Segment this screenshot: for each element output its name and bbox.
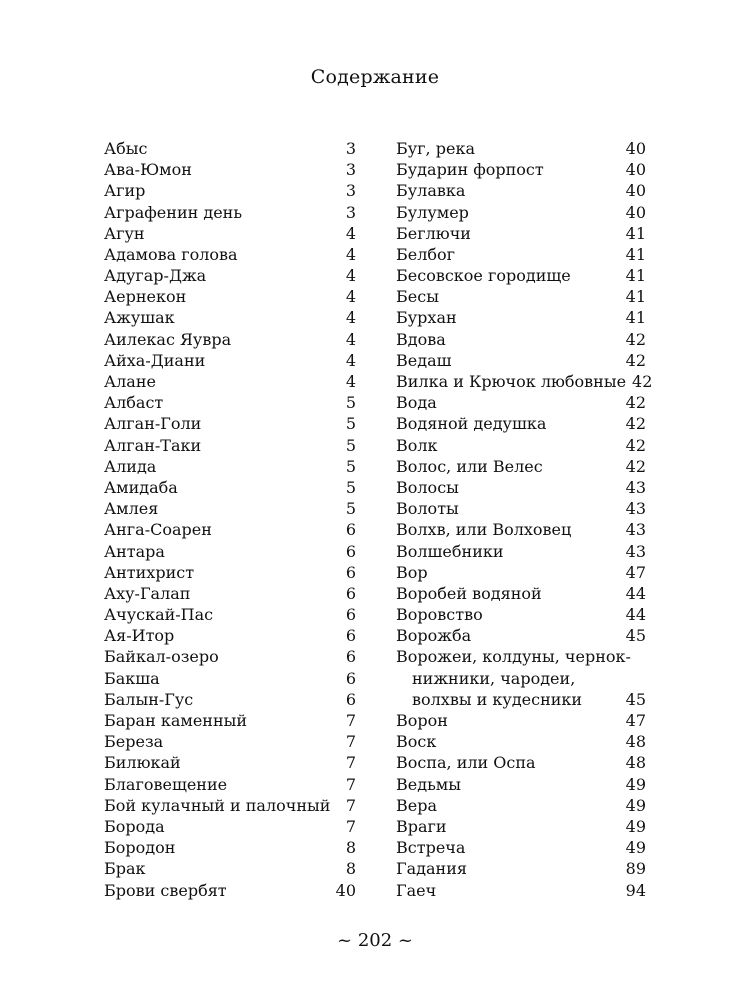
toc-entry-page: 7 [345, 795, 356, 815]
toc-entry [396, 795, 646, 816]
toc-entry [104, 625, 356, 646]
toc-entry-page: 6 [345, 562, 356, 582]
toc-entry [104, 668, 356, 689]
toc-entry-title: Агун [104, 223, 145, 243]
toc-entry-page: 6 [345, 541, 356, 561]
toc-entry [396, 731, 646, 752]
toc-entry-title: Брови свербят [104, 880, 227, 900]
toc-entry-page: 7 [345, 711, 356, 731]
toc-entry-page: 4 [345, 308, 356, 328]
toc-entry [104, 392, 356, 413]
toc-entry [396, 625, 646, 646]
toc-entry-page: 5 [345, 393, 356, 413]
toc-entry-title: Антара [104, 541, 165, 561]
toc-entry [396, 816, 646, 837]
toc-entry-page: 4 [345, 244, 356, 264]
toc-entry-page: 49 [625, 816, 646, 836]
toc-entry-title: Белбог [396, 244, 456, 264]
toc-entry-title: Бударин форпост [396, 160, 544, 180]
toc-entry-page: 42 [625, 329, 646, 349]
toc-entry-title: Булумер [396, 202, 469, 222]
toc-entry [396, 562, 646, 583]
toc-entry-title: Аграфенин день [104, 202, 243, 222]
toc-entry-page: 47 [625, 562, 646, 582]
toc-entry [396, 392, 646, 413]
toc-entry-page: 45 [625, 626, 646, 646]
toc-entry [396, 837, 646, 858]
toc-entry [104, 180, 356, 201]
toc-entry [396, 371, 653, 392]
toc-entry [104, 138, 356, 159]
toc-entry [104, 286, 356, 307]
toc-entry-title: Адугар-Джа [104, 266, 207, 286]
toc-entry-page: 4 [345, 223, 356, 243]
toc-entry [104, 583, 356, 604]
toc-entry-title: Ведаш [396, 350, 452, 370]
toc-entry [396, 202, 646, 223]
toc-entry-page: 89 [625, 859, 646, 879]
toc-entry-title: Балын-Гус [104, 689, 194, 709]
toc-entry [396, 880, 646, 901]
toc-entry [396, 498, 646, 519]
toc-entry-title: Беглючи [396, 223, 471, 243]
toc-entry-title: Ворон [396, 711, 448, 731]
toc-entry [396, 668, 646, 689]
toc-entry-page: 43 [625, 477, 646, 497]
toc-entry-title: Бесы [396, 287, 439, 307]
toc-entry [104, 837, 356, 858]
toc-entry-title: Ава-Юмон [104, 160, 192, 180]
toc-entry-page: 4 [345, 329, 356, 349]
toc-entry [104, 498, 356, 519]
toc-entry-title: Вода [396, 393, 437, 413]
toc-entry-title: Волос, или Велес [396, 456, 543, 476]
toc-entry [396, 689, 646, 710]
toc-entry-page: 41 [625, 244, 646, 264]
toc-entry-title: Встреча [396, 838, 466, 858]
toc-entry [104, 858, 356, 879]
toc-entry [396, 647, 646, 668]
toc-entry-page: 41 [625, 223, 646, 243]
toc-entry-page: 5 [345, 414, 356, 434]
toc-entry-page: 6 [345, 520, 356, 540]
page-number: ~ 202 ~ [337, 930, 413, 951]
toc-entry [396, 308, 646, 329]
toc-entry [104, 689, 356, 710]
toc-entry [104, 477, 356, 498]
toc-entry-title: Волк [396, 435, 438, 455]
toc-entry [396, 265, 646, 286]
toc-entry-page: 40 [625, 160, 646, 180]
toc-entry [396, 752, 646, 773]
toc-entry-page: 5 [345, 477, 356, 497]
toc-entry-title: Бурхан [396, 308, 457, 328]
toc-entry-page: 6 [345, 583, 356, 603]
toc-entry [396, 435, 646, 456]
toc-entry-page: 44 [625, 583, 646, 603]
toc-entry-page: 43 [625, 499, 646, 519]
toc-entry-page: 49 [625, 838, 646, 858]
toc-entry-title: Аернекон [104, 287, 187, 307]
toc-entry-page: 43 [625, 541, 646, 561]
toc-entry-page: 42 [625, 414, 646, 434]
toc-entry [104, 435, 356, 456]
toc-entry-page: 7 [345, 816, 356, 836]
toc-entry [396, 180, 646, 201]
toc-entry [104, 519, 356, 540]
toc-entry-page: 7 [345, 753, 356, 773]
toc-entry-title: Буг, река [396, 138, 475, 158]
toc-entry-page: 5 [345, 456, 356, 476]
toc-entry-title: Айха-Диани [104, 350, 206, 370]
contents-column-left [104, 138, 356, 901]
toc-entry-title: Вилка и Крючок любовные [396, 372, 627, 392]
toc-entry [396, 583, 646, 604]
toc-entry-title: Волхв, или Волховец [396, 520, 572, 540]
toc-entry-title: Агир [104, 181, 146, 201]
toc-entry-page: 3 [345, 160, 356, 180]
toc-entry-title: Бакша [104, 668, 160, 688]
toc-entry [104, 202, 356, 223]
toc-entry-title: Воробей водяной [396, 583, 542, 603]
toc-entry-title: Амидаба [104, 477, 178, 497]
toc-entry [396, 456, 646, 477]
toc-entry-page: 42 [632, 372, 653, 392]
toc-entry [104, 456, 356, 477]
toc-entry [104, 159, 356, 180]
toc-entry-page: 4 [345, 266, 356, 286]
page-title: Содержание [310, 66, 440, 88]
toc-entry-page: 41 [625, 308, 646, 328]
toc-entry [104, 350, 356, 371]
toc-entry [104, 329, 356, 350]
toc-entry [396, 774, 646, 795]
toc-entry-page: 3 [345, 202, 356, 222]
toc-entry-title: Волосы [396, 477, 459, 497]
toc-entry [104, 731, 356, 752]
toc-entry-page: 6 [345, 605, 356, 625]
toc-entry [104, 223, 356, 244]
toc-entry-title: Брак [104, 859, 146, 879]
toc-entry-page: 49 [625, 774, 646, 794]
toc-entry-title: Враги [396, 816, 447, 836]
toc-entry [104, 774, 356, 795]
toc-entry-page: 40 [335, 880, 356, 900]
toc-entry-page: 8 [345, 859, 356, 879]
toc-entry-page: 4 [345, 372, 356, 392]
toc-entry-title: волхвы и кудесники [412, 689, 583, 709]
toc-entry-page: 40 [625, 138, 646, 158]
toc-entry-title: Амлея [104, 499, 159, 519]
toc-entry-title: Антихрист [104, 562, 195, 582]
toc-entry-page: 42 [625, 456, 646, 476]
toc-entry [104, 795, 356, 816]
toc-entry-page: 42 [625, 435, 646, 455]
toc-entry-title: Волоты [396, 499, 459, 519]
toc-entry-title: Бой кулачный и палочный [104, 795, 331, 815]
toc-entry-title: Бесовское городище [396, 266, 571, 286]
toc-entry-title: Байкал-озеро [104, 647, 219, 667]
toc-entry-title: Булавка [396, 181, 466, 201]
toc-entry-title: Воск [396, 732, 437, 752]
toc-entry-title: Гаеч [396, 880, 437, 900]
toc-entry-title: Воровство [396, 605, 483, 625]
toc-entry-title: нижники, чародеи, [412, 668, 576, 688]
toc-entry-title: Вера [396, 795, 438, 815]
toc-entry-page: 6 [345, 626, 356, 646]
toc-entry-page: 42 [625, 350, 646, 370]
toc-entry-page: 3 [345, 181, 356, 201]
toc-entry-title: Вор [396, 562, 428, 582]
toc-entry-title: Анга-Соарен [104, 520, 212, 540]
toc-entry-title: Ая-Итор [104, 626, 175, 646]
toc-entry [396, 477, 646, 498]
toc-entry [396, 286, 646, 307]
toc-entry-page: 6 [345, 689, 356, 709]
toc-entry [104, 562, 356, 583]
toc-entry-title: Борода [104, 816, 165, 836]
toc-entry-page: 6 [345, 668, 356, 688]
toc-entry [396, 350, 646, 371]
toc-entry [396, 541, 646, 562]
toc-entry-page: 49 [625, 795, 646, 815]
toc-entry-page: 7 [345, 774, 356, 794]
toc-entry-title: Водяной дедушка [396, 414, 547, 434]
toc-entry [104, 816, 356, 837]
toc-entry [104, 541, 356, 562]
toc-entry [396, 858, 646, 879]
toc-entry-page: 5 [345, 499, 356, 519]
toc-entry [104, 413, 356, 434]
toc-entry [104, 244, 356, 265]
toc-entry-page: 41 [625, 287, 646, 307]
toc-entry [396, 223, 646, 244]
toc-entry-title: Абыс [104, 138, 148, 158]
toc-entry [104, 752, 356, 773]
toc-entry [396, 413, 646, 434]
toc-entry [396, 138, 646, 159]
toc-entry [396, 329, 646, 350]
toc-entry [396, 710, 646, 731]
toc-entry-page: 8 [345, 838, 356, 858]
toc-entry-page: 4 [345, 350, 356, 370]
toc-entry [104, 371, 356, 392]
toc-entry-page: 48 [625, 753, 646, 773]
toc-entry-title: Алган-Таки [104, 435, 202, 455]
contents-column-right [396, 138, 653, 901]
toc-entry-title: Ворожба [396, 626, 472, 646]
toc-entry-title: Адамова голова [104, 244, 238, 264]
toc-entry [396, 159, 646, 180]
toc-entry [396, 604, 646, 625]
toc-entry-page: 44 [625, 605, 646, 625]
toc-entry [104, 710, 356, 731]
toc-entry-title: Благовещение [104, 774, 228, 794]
toc-entry-title: Воспа, или Оспа [396, 753, 536, 773]
toc-entry-page: 45 [625, 689, 646, 709]
toc-entry-title: Алане [104, 372, 156, 392]
toc-entry-title: Волшебники [396, 541, 504, 561]
toc-entry-page: 7 [345, 732, 356, 752]
toc-entry-title: Вдова [396, 329, 446, 349]
toc-entry-title: Ачускай-Пас [104, 605, 214, 625]
toc-entry-page: 94 [625, 880, 646, 900]
toc-entry-page: 41 [625, 266, 646, 286]
toc-entry [104, 880, 356, 901]
toc-entry-page: 42 [625, 393, 646, 413]
toc-entry [396, 244, 646, 265]
toc-entry [104, 604, 356, 625]
toc-entry-title: Алган-Голи [104, 414, 202, 434]
toc-entry-page: 40 [625, 181, 646, 201]
toc-entry-title: Аху-Галап [104, 583, 191, 603]
toc-entry-page: 4 [345, 287, 356, 307]
toc-entry-page: 40 [625, 202, 646, 222]
toc-entry-page: 5 [345, 435, 356, 455]
toc-entry [104, 308, 356, 329]
toc-entry-title: Аилекас Яувра [104, 329, 232, 349]
toc-entry [104, 265, 356, 286]
toc-entry-page: 6 [345, 647, 356, 667]
toc-entry-title: Ажушак [104, 308, 175, 328]
toc-entry-title: Ведьмы [396, 774, 461, 794]
toc-entry [396, 519, 646, 540]
toc-entry-title: Ворожеи, колдуны, чернок- [396, 647, 631, 667]
toc-entry-title: Билюкай [104, 753, 181, 773]
toc-entry-title: Алида [104, 456, 157, 476]
toc-entry-page: 43 [625, 520, 646, 540]
toc-entry-title: Гадания [396, 859, 467, 879]
toc-entry-page: 3 [345, 138, 356, 158]
toc-entry-page: 47 [625, 711, 646, 731]
toc-entry-title: Бородон [104, 838, 176, 858]
toc-entry [104, 647, 356, 668]
toc-entry-title: Береза [104, 732, 164, 752]
toc-entry-title: Баран каменный [104, 711, 248, 731]
toc-entry-title: Албаст [104, 393, 164, 413]
toc-entry-page: 48 [625, 732, 646, 752]
